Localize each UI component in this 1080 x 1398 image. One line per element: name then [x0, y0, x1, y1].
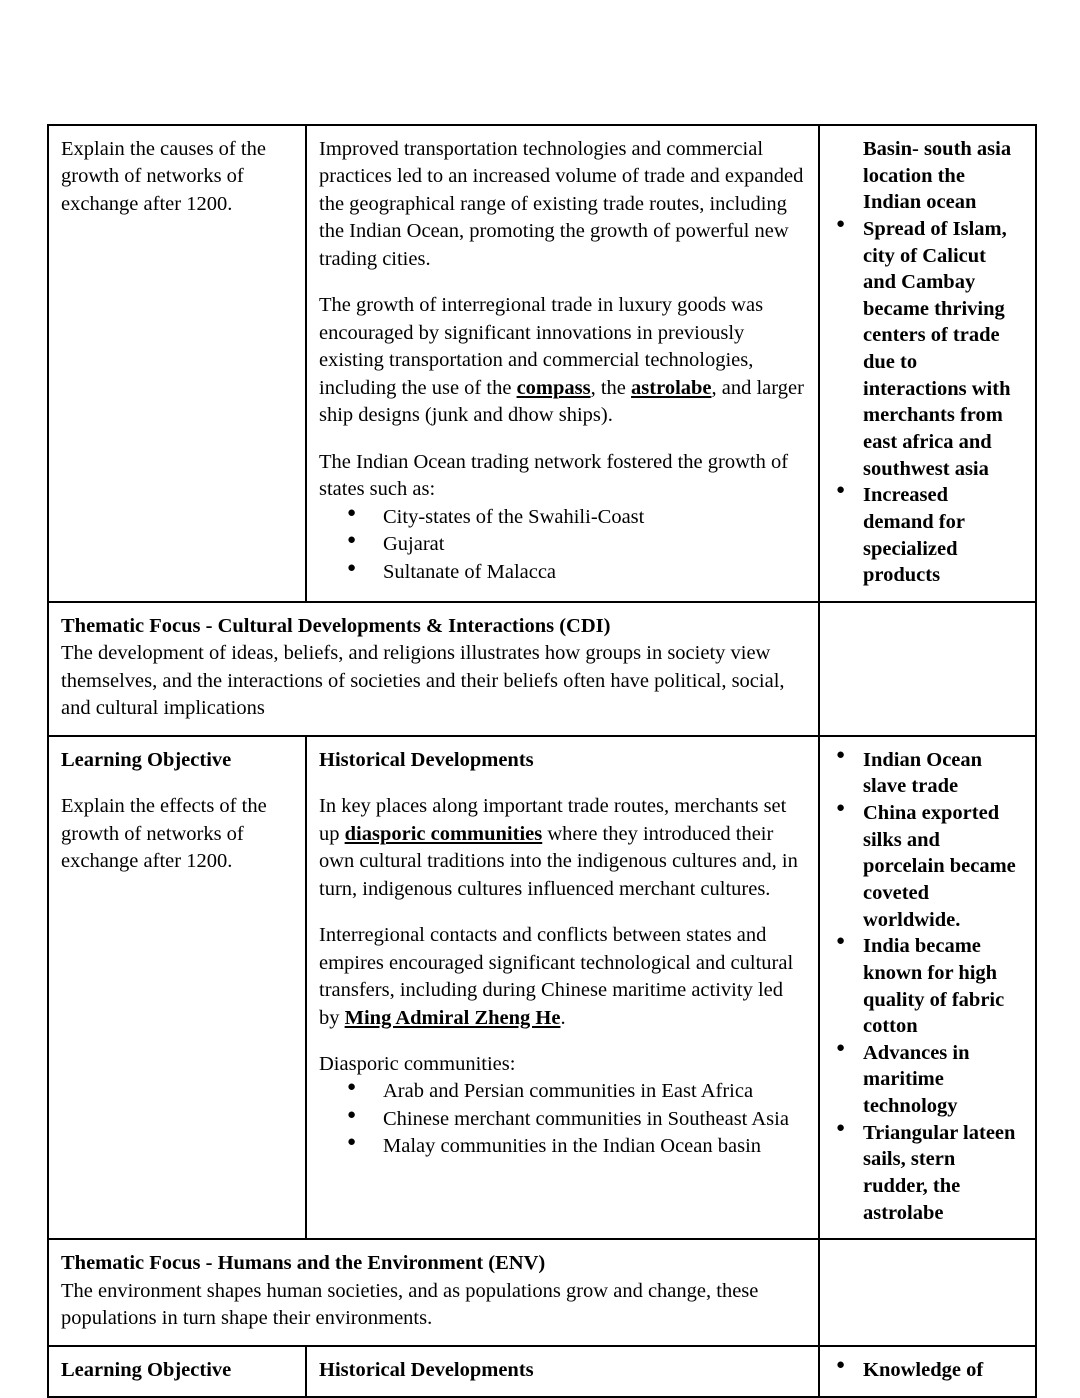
list-item: ● Advances in maritime technology [832, 1040, 1023, 1120]
table-row [48, 736, 1036, 1240]
list-item: ● Sultanate of Malacca [319, 559, 806, 586]
thematic-focus-cdi-body: The development of ideas, beliefs, and religions illustrates how groups in society view themselves, and the interactions of societies and their beliefs often have political, social, and cultural implications [61, 642, 785, 720]
learning-objective-header: Learning Objective [61, 1358, 232, 1381]
cell-historical-developments-1 [306, 125, 819, 602]
spacer [61, 774, 293, 793]
thematic-focus-env-heading: Thematic Focus - Humans and the Environment (ENV) [61, 1252, 546, 1275]
hd-paragraph-1: Improved transportation technologies and commercial practices led to an increased volume of trade and expanded the geographical range of existing trade routes, including the Indian Ocean, promoting the growth of powerful new trading cities. [319, 138, 804, 270]
hd-para2-text-a: Interregional contacts and conflicts between states and empires encouraged significant technological and cultural transfers, including during Chinese maritime activity led by [319, 924, 794, 1029]
hd-para2-text-b: . [560, 1006, 566, 1029]
hd-para1-text-b: where they introduced their own cultural traditions into the indigenous cultures and, in turn, indigenous cultures influenced merchant cultures. [319, 822, 798, 900]
hd-paragraph-2 [319, 292, 806, 429]
list-item: ● Indian Ocean slave trade [832, 747, 1023, 800]
term-ming-admiral-zheng-he: Ming Admiral Zheng He [344, 1006, 561, 1029]
cell-learning-objective-1 [48, 125, 306, 602]
cell-historical-developments-3 [306, 1346, 819, 1397]
thematic-focus-env-body: The environment shapes human societies, and as populations grow and change, these populations in turn shape their environments. [61, 1279, 759, 1330]
notes-list-1 [832, 136, 1023, 589]
hd-para2-text-b: , the [590, 376, 632, 399]
spacer [319, 774, 806, 793]
cell-notes-3 [819, 1346, 1036, 1397]
list-item: ● Gujarat [319, 531, 806, 558]
historical-developments-header: Historical Developments [319, 748, 534, 771]
learning-objective-text: Explain the causes of the growth of networks of exchange after 1200. [61, 138, 266, 215]
hd-para2-text-a: The growth of interregional trade in luxury goods was encouraged by significant innovations in previously existing transportation and commercial technologies, including the use of the [319, 294, 764, 399]
table-row [48, 1239, 1036, 1345]
cell-learning-objective-3 [48, 1346, 306, 1397]
hd-paragraph-3-intro: The Indian Ocean trading network fostered the growth of states such as: [319, 450, 789, 501]
cell-thematic-focus-cdi [48, 602, 819, 736]
learning-objective-header: Learning Objective [61, 748, 232, 771]
hd-paragraph-2 [319, 922, 806, 1032]
hd-para2-text-c: , and larger ship designs (junk and dhow ships). [319, 376, 804, 427]
term-diasporic-communities: diasporic communities [344, 822, 543, 845]
table-row [48, 1346, 1036, 1397]
cell-notes-1 [819, 125, 1036, 602]
curriculum-guide-table [47, 124, 1037, 1398]
hd-bullet-list-2 [319, 1078, 806, 1160]
thematic-focus-cdi-heading: Thematic Focus - Cultural Developments & Interactions (CDI) [61, 614, 611, 637]
list-item: ● Knowledge of [832, 1357, 1023, 1384]
list-item: ● Malay communities in the Indian Ocean basin [319, 1133, 806, 1160]
notes-list-3 [832, 1357, 1023, 1384]
hd-paragraph-1 [319, 793, 806, 903]
hd-paragraph-3-intro: Diasporic communities: [319, 1052, 516, 1075]
notes-list-2 [832, 747, 1023, 1227]
cell-notes-thematic-cdi [819, 602, 1036, 736]
cell-historical-developments-2 [306, 736, 819, 1240]
list-item: ● China exported silks and porcelain became coveted worldwide. [832, 800, 1023, 933]
list-item: ● Triangular lateen sails, stern rudder, the astrolabe [832, 1120, 1023, 1227]
list-item: ● Chinese merchant communities in Southeast Asia [319, 1106, 806, 1133]
list-item: ● India became known for high quality of fabric cotton [832, 933, 1023, 1040]
cell-learning-objective-2 [48, 736, 306, 1240]
list-item: ● Spread of Islam, city of Calicut and Cambay became thriving centers of trade due to interactions with merchants from east africa and southwest asia [832, 216, 1023, 482]
cell-notes-2 [819, 736, 1036, 1240]
hd-bullet-list-1 [319, 504, 806, 586]
term-compass: compass [516, 376, 591, 399]
historical-developments-header: Historical Developments [319, 1358, 534, 1381]
learning-objective-text: Explain the effects of the growth of networks of exchange after 1200. [61, 795, 267, 873]
table-row [48, 602, 1036, 736]
list-item: ● Arab and Persian communities in East Africa [319, 1078, 806, 1105]
list-item: ● City-states of the Swahili-Coast [319, 504, 806, 531]
list-item: ● Increased demand for specialized products [832, 482, 1023, 589]
term-astrolabe: astrolabe [631, 376, 712, 399]
list-item: Basin- south asia location the Indian ocean [863, 138, 1012, 214]
table-row [48, 125, 1036, 602]
cell-notes-thematic-env [819, 1239, 1036, 1345]
cell-thematic-focus-env [48, 1239, 819, 1345]
hd-para1-text-a: In key places along important trade routes, merchants set up [319, 795, 787, 845]
